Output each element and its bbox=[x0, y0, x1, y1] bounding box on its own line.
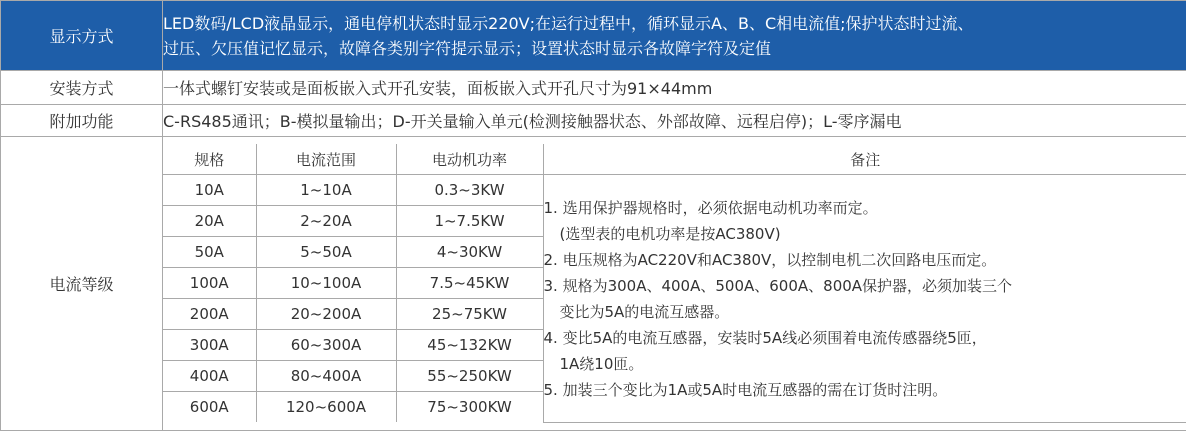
current-table-cell bbox=[163, 137, 1186, 431]
display-text-line2: 过压、欠压值记忆显示，故障各类别字符提示显示；设置状态时显示各故障字符及定值 bbox=[163, 38, 772, 58]
spec-cell: 50A bbox=[163, 237, 256, 268]
power-cell: 1~7.5KW bbox=[396, 206, 543, 237]
display-label: 显示方式 bbox=[1, 1, 163, 71]
range-cell: 60~300A bbox=[256, 330, 396, 361]
spec-cell: 200A bbox=[163, 299, 256, 330]
power-cell: 4~30KW bbox=[396, 237, 543, 268]
install-text: 一体式螺钉安装或是面板嵌入式开孔安装，面板嵌入式开孔尺寸为91×44mm bbox=[163, 71, 1186, 105]
power-cell: 0.3~3KW bbox=[396, 175, 543, 206]
current-table bbox=[163, 144, 1186, 423]
power-cell: 25~75KW bbox=[396, 299, 543, 330]
display-row bbox=[1, 1, 1186, 71]
range-cell: 5~50A bbox=[256, 237, 396, 268]
range-cell: 120~600A bbox=[256, 392, 396, 423]
spec-cell: 100A bbox=[163, 268, 256, 299]
power-cell: 45~132KW bbox=[396, 330, 543, 361]
spec-cell: 10A bbox=[163, 175, 256, 206]
note-3-sub: 变比为5A的电流互感器。 bbox=[559, 302, 730, 321]
note-1-sub: (选型表的电机功率是按AC380V) bbox=[559, 224, 781, 243]
current-row bbox=[1, 137, 1186, 431]
note-5: 5. 加装三个变比为1A或5A时电流互感器的需在订货时注明。 bbox=[543, 380, 948, 399]
range-cell: 2~20A bbox=[256, 206, 396, 237]
extra-label: 附加功能 bbox=[1, 105, 163, 137]
install-row bbox=[1, 71, 1186, 105]
spec-cell: 600A bbox=[163, 392, 256, 423]
header-notes: 备注 bbox=[543, 144, 1186, 175]
header-range: 电流范围 bbox=[256, 144, 396, 175]
spec-cell: 400A bbox=[163, 361, 256, 392]
range-cell: 10~100A bbox=[256, 268, 396, 299]
range-cell: 20~200A bbox=[256, 299, 396, 330]
note-4: 4. 变比5A的电流互感器，安装时5A线必须围着电流传感器绕5匝， bbox=[543, 328, 987, 347]
install-label: 安装方式 bbox=[1, 71, 163, 105]
extra-row bbox=[1, 105, 1186, 137]
spec-cell: 20A bbox=[163, 206, 256, 237]
display-text bbox=[163, 1, 1186, 71]
spec-cell: 300A bbox=[163, 330, 256, 361]
header-power: 电动机功率 bbox=[396, 144, 543, 175]
power-cell: 75~300KW bbox=[396, 392, 543, 423]
display-text-line1: LED数码/LCD液晶显示，通电停机状态时显示220V;在运行过程中，循环显示A、B、C相电流值;保护状态时过流、 bbox=[163, 13, 974, 33]
note-4-sub: 1A绕10匝。 bbox=[559, 354, 644, 373]
notes-cell bbox=[543, 175, 1186, 423]
note-1: 1. 选用保护器规格时，必须依据电动机功率而定。 bbox=[543, 198, 878, 217]
power-cell: 7.5~45KW bbox=[396, 268, 543, 299]
note-2: 2. 电压规格为AC220V和AC380V，以控制电机二次回路电压而定。 bbox=[543, 250, 997, 269]
power-cell: 55~250KW bbox=[396, 361, 543, 392]
note-3: 3. 规格为300A、400A、500A、600A、800A保护器，必须加装三个 bbox=[543, 276, 1013, 295]
range-cell: 80~400A bbox=[256, 361, 396, 392]
range-cell: 1~10A bbox=[256, 175, 396, 206]
extra-text: C-RS485通讯；B-模拟量输出；D-开关量输入单元(检测接触器状态、外部故障、远程启停)；L-零序漏电 bbox=[163, 105, 1186, 137]
current-header-row bbox=[163, 144, 1186, 175]
table-row bbox=[163, 175, 1186, 206]
header-spec: 规格 bbox=[163, 144, 256, 175]
current-label: 电流等级 bbox=[1, 137, 163, 431]
